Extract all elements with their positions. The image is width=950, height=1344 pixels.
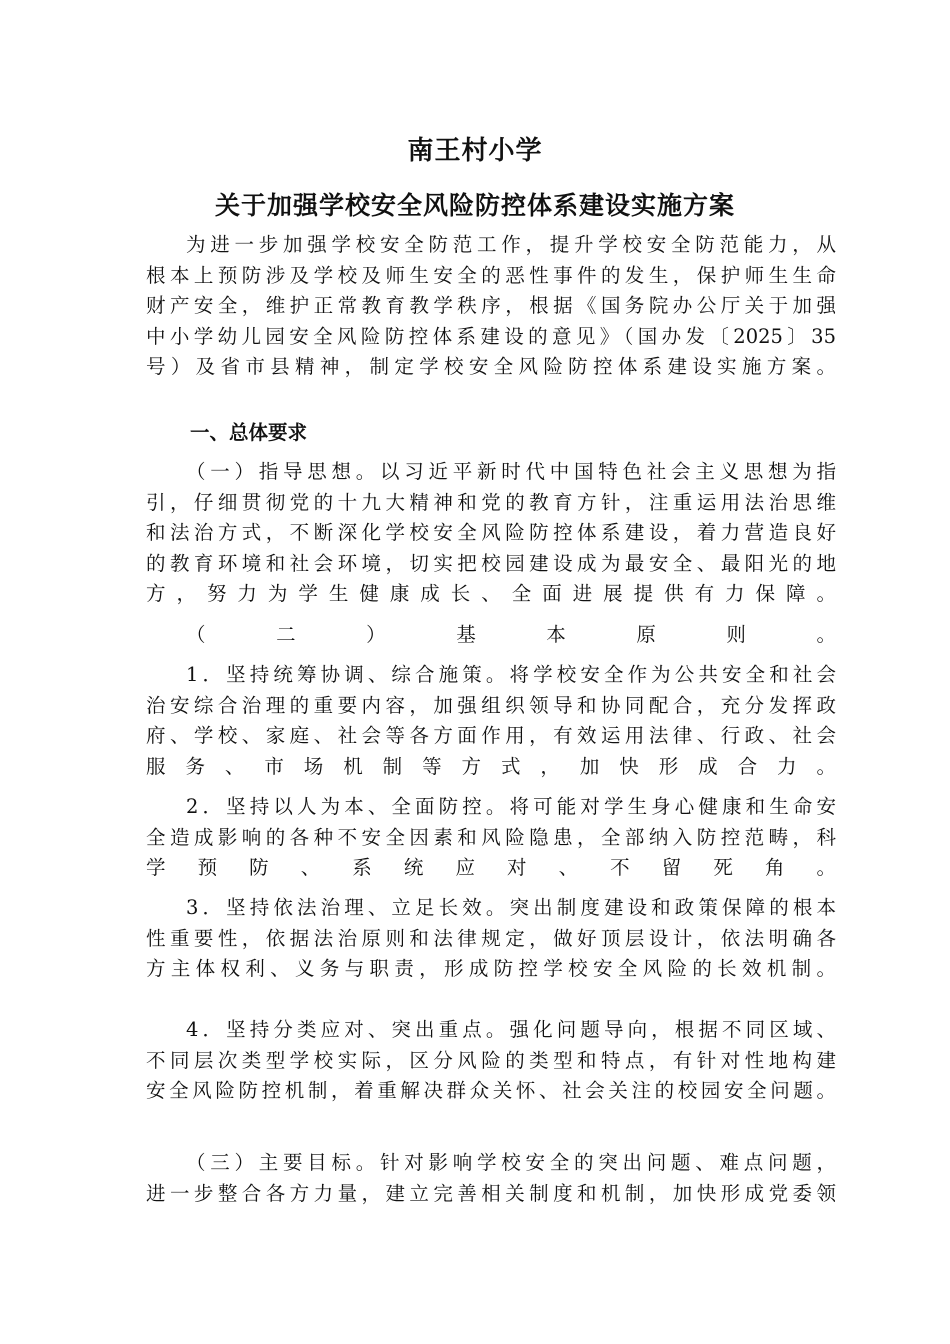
principle-3-paragraph (146, 893, 836, 985)
paragraph-line: 方主体权利、义务与职责，形成防控学校安全风险的长效机制。 (146, 957, 836, 980)
paragraph-line: 的教育环境和社会环境，切实把校园建设成为最安全、最阳光的地 (146, 551, 836, 575)
paragraph-line: 方，努力为学生健康成长、全面进展提供有力保障。 (146, 582, 836, 605)
paragraph-line: 全造成影响的各种不安全因素和风险隐患，全部纳入防控范畴，科 (146, 825, 836, 849)
intro-line: 中小学幼儿园安全风险防控体系建设的意见》（国办发〔2025〕35 (146, 324, 836, 348)
paragraph-line: 引，仔细贯彻党的十九大精神和党的教育方针，注重运用法治思维 (146, 490, 836, 514)
paragraph-line: 安全风险防控机制，着重解决群众关怀、社会关注的校园安全问题。 (146, 1079, 836, 1102)
paragraph-line: 不同层次类型学校实际，区分风险的类型和特点，有针对性地构建 (146, 1048, 836, 1072)
paragraph-line: 3．坚持依法治理、立足长效。突出制度建设和政策保障的根本 (186, 896, 836, 919)
principle-1-paragraph (146, 660, 836, 782)
principles-heading (146, 620, 836, 651)
principle-2-paragraph (146, 792, 836, 884)
paragraph-line: 府、学校、家庭、社会等各方面作用，有效运用法律、行政、社会 (146, 724, 836, 747)
intro-paragraph (146, 230, 836, 383)
intro-line: 根本上预防涉及学校及师生安全的恶性事件的发生，保护师生生命 (146, 263, 836, 287)
paragraph-line: 服务、市场机制等方式，加快形成合力。 (146, 754, 836, 778)
paragraph-line: 治安综合治理的重要内容，加强组织领导和协同配合，充分发挥政 (146, 693, 836, 717)
guiding-thought-paragraph (146, 457, 836, 610)
paragraph-line: 1．坚持统筹协调、综合施策。将学校安全作为公共安全和社会 (186, 663, 836, 686)
paragraph-line: 2．坚持以人为本、全面防控。将可能对学生身心健康和生命安 (186, 795, 836, 818)
section-heading: 一、总体要求 (190, 421, 308, 444)
principle-4-paragraph (146, 1015, 836, 1107)
paragraph-line: 4．坚持分类应对、突出重点。强化问题导向，根据不同区域、 (186, 1018, 836, 1041)
intro-line: 为进一步加强学校安全防范工作，提升学校安全防范能力，从 (186, 233, 836, 256)
school-name: 南王村小学 (407, 136, 543, 166)
paragraph-line: 性重要性，依据法治原则和法律规定，做好顶层设计，依法明确各 (146, 926, 836, 950)
paragraph-line: 和法治方式，不断深化学校安全风险防控体系建设，着力营造良好 (146, 521, 836, 544)
main-goals-paragraph (146, 1148, 836, 1209)
paragraph-line: 进一步整合各方力量，建立完善相关制度和机制，加快形成党委领 (146, 1181, 836, 1205)
paragraph-line: 学预防、系统应对、不留死角。 (146, 856, 836, 879)
paragraph-line: （一）指导思想。以习近平新时代中国特色社会主义思想为指 (186, 460, 836, 483)
intro-line: 财产安全，维护正常教育教学秩序，根据《国务院办公厅关于加强 (146, 294, 836, 317)
paragraph-line: （三）主要目标。针对影响学校安全的突出问题、难点问题， (186, 1151, 836, 1174)
principles-heading-text: （二）基本原则。 (186, 623, 836, 646)
document-title: 关于加强学校安全风险防控体系建设实施方案 (214, 191, 735, 220)
intro-line: 号）及省市县精神，制定学校安全风险防控体系建设实施方案。 (146, 355, 836, 378)
